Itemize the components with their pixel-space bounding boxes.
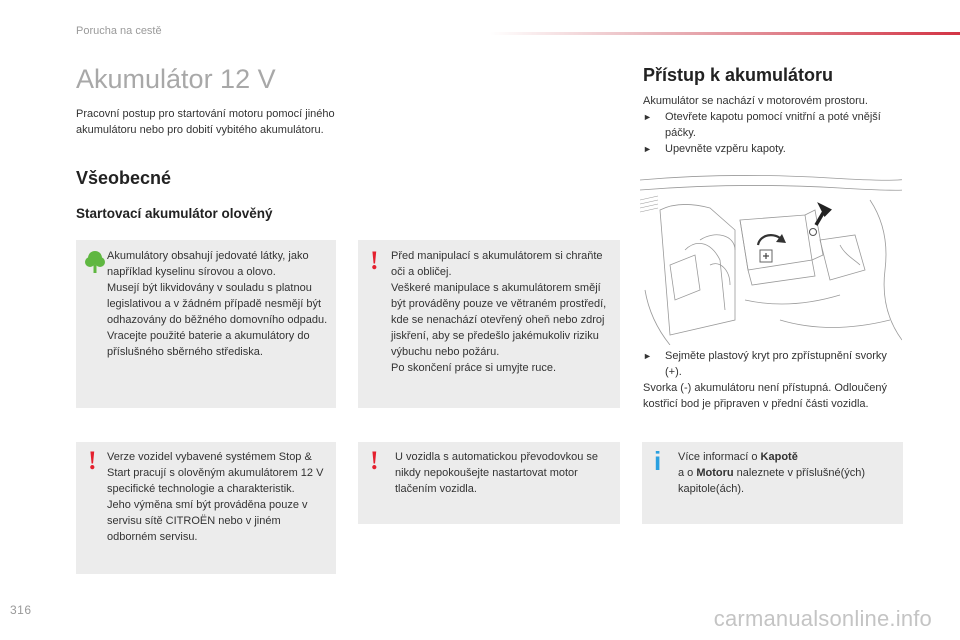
info-middle: a o (678, 467, 697, 479)
automatic-warning-text: U vozidla s automatickou převodovkou se nikdy nepokoušejte nastartovat motor tlačením vozidla. (395, 451, 598, 495)
arrow-bullet-icon: ► (643, 351, 652, 361)
step-text: Upevněte vzpěru kapoty. (665, 143, 786, 155)
startstop-line-1: Verze vozidel vybavené systémem Stop & Start pracují s olověným akumulátorem 12 V specifické technologie a charakteristik. (107, 451, 324, 495)
link-hood: Kapotě (760, 451, 798, 463)
exclamation-icon: ! (88, 446, 97, 475)
handling-line-2: Veškeré manipulace s akumulátorem smějí být prováděny pouze ve větraném prostředí, kde se nenachází otevřený oheň nebo zdroj jiskření, aby se předešlo jakémukoliv riziku výbuchu nebo požáru. (391, 282, 607, 358)
tree-icon (84, 250, 106, 274)
env-note-line-3: Vracejte použité baterie a akumulátory do příslušného sběrného střediska. (107, 330, 310, 358)
terminal-note: Svorka (-) akumulátoru není přístupná. Odloučený kostřicí bod je připraven v přední části vozidla. (643, 382, 887, 410)
step-item (643, 141, 903, 157)
step-text: Otevřete kapotu pomocí vnitřní a poté vnější páčky. (665, 111, 881, 139)
section-header: Porucha na cestě (76, 25, 162, 37)
startstop-line-2: Jeho výměna smí být prováděna pouze v servisu sítě CITROËN nebo v jiném odborném servisu. (107, 499, 308, 543)
post-figure-instructions (643, 348, 905, 412)
access-instructions (643, 93, 903, 157)
exclamation-icon: ! (370, 446, 379, 475)
info-icon: i (654, 446, 662, 476)
handling-line-3: Po skončení práce si umyjte ruce. (391, 362, 557, 374)
engine-bay-illustration (640, 170, 902, 345)
info-box (642, 442, 903, 524)
page-title: Akumulátor 12 V (76, 64, 276, 94)
handling-line-1: Před manipulací s akumulátorem si chraňte oči a obličej. (391, 250, 603, 278)
environment-note-box (76, 240, 336, 408)
step-text: Sejměte plastový kryt pro zpřístupnění svorky (+). (665, 350, 887, 378)
environment-note-text (107, 248, 329, 360)
startstop-warning-box (76, 442, 336, 574)
startstop-warning-text (107, 449, 329, 545)
intro-paragraph: Pracovní postup pro startování motoru pomocí jiného akumulátoru nebo pro dobití vybitého akumulátoru. (76, 108, 335, 136)
link-engine: Motoru (696, 467, 734, 479)
step-item (643, 348, 905, 380)
heading-general: Všeobecné (76, 168, 172, 188)
watermark: carmanualsonline.info (713, 606, 932, 631)
exclamation-icon: ! (370, 246, 379, 275)
page-number: 316 (10, 603, 32, 617)
info-suffix: naleznete v příslušné(ých) kapitole(ách). (678, 467, 866, 495)
heading-starter-battery: Startovací akumulátor olověný (76, 206, 273, 221)
automatic-warning-box (358, 442, 620, 524)
info-prefix: Více informací o (678, 451, 761, 463)
battery-location-text: Akumulátor se nachází v motorovém prostoru. (643, 95, 868, 107)
env-note-line-1: Akumulátory obsahují jedovaté látky, jako například kyselinu sírovou a olovo. (107, 250, 309, 278)
env-note-line-2: Musejí být likvidovány v souladu s platnou legislativou a v žádném případě nesmějí být odhazovány do běžného domovního odpadu. (107, 282, 328, 326)
step-item (643, 109, 903, 141)
arrow-bullet-icon: ► (643, 112, 652, 122)
handling-warning-text (391, 248, 613, 376)
header-rule (490, 32, 960, 35)
heading-battery-access: Přístup k akumulátoru (643, 65, 834, 85)
handling-warning-box (358, 240, 620, 408)
info-text (678, 449, 896, 497)
arrow-bullet-icon: ► (643, 144, 652, 154)
